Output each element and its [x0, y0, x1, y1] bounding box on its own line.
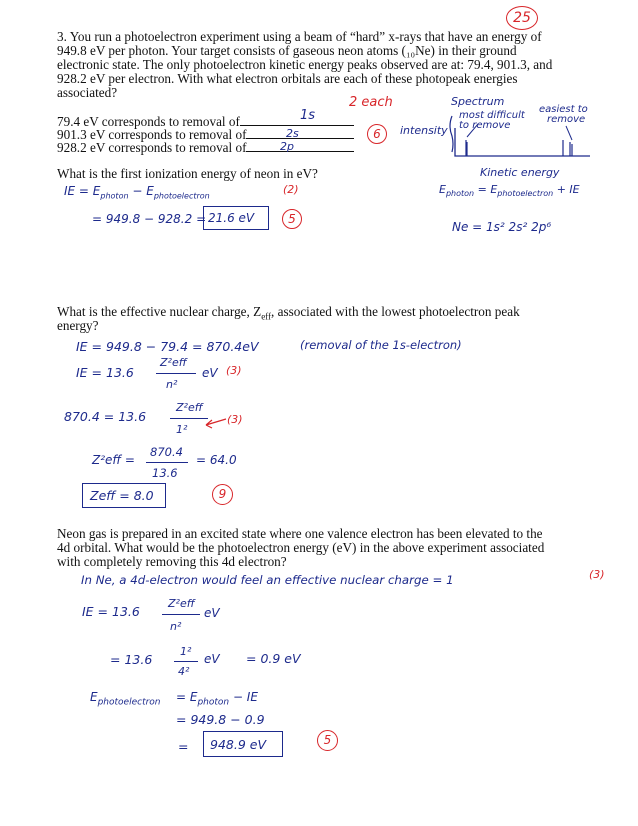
- most-difficult-note: most difficult: [459, 110, 525, 121]
- zeff-answer: Zeff = 8.0: [90, 488, 154, 503]
- zeff-eq-4-fraction-bar: [146, 462, 188, 463]
- excited-eq-3-e: E: [90, 690, 98, 704]
- spectrum-title: Spectrum: [451, 95, 505, 108]
- excited-eq-2-num: 1²: [180, 645, 192, 658]
- total-score: 25: [513, 10, 531, 26]
- ionization-question: What is the first ionization energy of neon in eV?: [57, 166, 318, 181]
- orbital-row-3-answer: 2p: [280, 140, 294, 153]
- excited-note: In Ne, a 4d-electron would feel an effective nuclear charge = 1: [81, 573, 454, 587]
- ie-eq-sub-photoelectron: photoelectron: [153, 191, 210, 201]
- zeff-question-a: What is the effective nuclear charge, Z: [57, 304, 262, 319]
- plus-ie: + IE: [556, 183, 580, 196]
- ionization-score: 5: [288, 212, 296, 226]
- zeff-eq-2-unit: eV: [202, 366, 218, 380]
- zeff-question-sub: eff: [261, 311, 272, 322]
- excited-score: 5: [323, 733, 332, 747]
- zeff-eq-4-num: 870.4: [150, 445, 183, 459]
- zeff-eq-2-den: n²: [166, 378, 178, 391]
- zeff-eq-2-left: IE = 13.6: [76, 365, 134, 380]
- zeff-question-b: , associated with the lowest photoelectron peak: [271, 304, 520, 319]
- ephoton-sub: photon: [445, 189, 475, 199]
- excited-note-points: (3): [589, 568, 605, 581]
- orbital-row-2-label: 901.3 eV corresponds to removal of: [57, 127, 247, 142]
- excited-eq-1-den: n²: [170, 620, 182, 633]
- excited-eq-3-rhs: [176, 690, 258, 707]
- excited-line-3: with completely removing this 4d electron?: [57, 554, 287, 569]
- zeff-eq-3-den: 1²: [176, 423, 188, 436]
- orbital-row-1-label: 79.4 eV corresponds to removal of: [57, 114, 240, 129]
- zeff-score-circle: [212, 484, 233, 505]
- excited-score-circle: [317, 730, 338, 751]
- zeff-eq-2-points: (3): [226, 364, 242, 377]
- ie-eq-minus: − E: [128, 184, 154, 198]
- zeff-score: 9: [218, 487, 227, 501]
- ephotoelectron-sub: photoelectron: [497, 189, 554, 199]
- excited-eq-3: [90, 690, 161, 707]
- excited-eq-3-eq: = E: [176, 690, 198, 704]
- zeff-eq-4-left: Z²eff =: [92, 453, 135, 467]
- question-line-4: 928.2 eV per electron. With what electron orbitals are each of these photopeak energies: [57, 71, 518, 86]
- intensity-label: intensity: [400, 124, 448, 137]
- zeff-eq-1: IE = 949.8 − 79.4 = 870.4eV: [76, 339, 259, 354]
- orbital-row-3-label: 928.2 eV corresponds to removal of: [57, 140, 247, 155]
- zeff-eq-1-note: (removal of the 1s-electron): [300, 338, 462, 352]
- question-line-1: 3. You run a photoelectron experiment using a beam of “hard” x-rays that have an energy of: [57, 29, 542, 44]
- excited-eq-2-den: 4²: [178, 665, 190, 678]
- question-line-2: 949.8 eV per photon. Your target consists of gaseous neon atoms (₁₀Ne) in their ground: [57, 43, 517, 58]
- excited-eq-2-left: = 13.6: [110, 652, 153, 667]
- ie-eq-left: IE = E: [64, 184, 101, 198]
- ephoton-symbol: E: [439, 183, 446, 196]
- excited-eq-2-right: = 0.9 eV: [246, 651, 301, 666]
- ionization-eq-2: = 949.8 − 928.2 =: [92, 212, 207, 226]
- zeff-eq-3-left: 870.4 = 13.6: [64, 409, 147, 424]
- orbital-row-1-answer: 1s: [300, 108, 316, 123]
- excited-eq-2-unit: eV: [204, 652, 220, 666]
- zeff-eq-4-den: 13.6: [152, 466, 178, 480]
- orbitals-score: 6: [373, 127, 381, 141]
- zeff-eq-2-num: Z²eff: [160, 356, 187, 369]
- equals-e: = E: [477, 183, 498, 196]
- question-line-3: electronic state. The only photoelectron kinetic energy peaks observed are at: 79.4, 901.3, and: [57, 57, 553, 72]
- excited-answer: 948.9 eV: [210, 737, 266, 752]
- zeff-eq-3-points: (3): [227, 413, 243, 426]
- excited-line-2: 4d orbital. What would be the photoelectron energy (eV) in the above experiment associated: [57, 540, 545, 555]
- zeff-eq-3-num: Z²eff: [176, 401, 203, 414]
- excited-eq-1-fraction-bar: [162, 614, 200, 615]
- zeff-eq-4-right: = 64.0: [196, 453, 237, 467]
- remove-note: remove: [547, 114, 586, 125]
- points-note: 2 each: [349, 95, 393, 110]
- orbital-row-2-answer: 2s: [286, 127, 299, 140]
- excited-eq-1-num: Z²eff: [168, 597, 195, 610]
- easiest-note: easiest to: [539, 104, 588, 115]
- ie-eq-sub-photon: photon: [100, 191, 129, 201]
- excited-eq-3-sub2: photon: [197, 697, 230, 708]
- ionization-points: (2): [283, 183, 299, 196]
- excited-eq-1-unit: eV: [204, 606, 220, 620]
- excited-eq-3-sub: photoelectron: [97, 697, 161, 708]
- question-line-5: associated?: [57, 85, 118, 100]
- excited-eq-1-left: IE = 13.6: [82, 604, 140, 619]
- excited-eq-5-eq: =: [178, 739, 189, 754]
- zeff-question-line-2: energy?: [57, 318, 99, 333]
- ne-configuration: Ne = 1s² 2s² 2p⁶: [452, 220, 552, 234]
- excited-eq-2-fraction-bar: [174, 661, 198, 662]
- to-remove-note: to remove: [459, 120, 511, 131]
- excited-eq-3-tail: − IE: [229, 690, 258, 704]
- kinetic-energy-label: Kinetic energy: [480, 166, 560, 179]
- ionization-answer: 21.6 eV: [208, 211, 255, 225]
- excited-eq-4: = 949.8 − 0.9: [176, 712, 265, 727]
- excited-line-1: Neon gas is prepared in an excited state where one valence electron has been elevated to the: [57, 526, 543, 541]
